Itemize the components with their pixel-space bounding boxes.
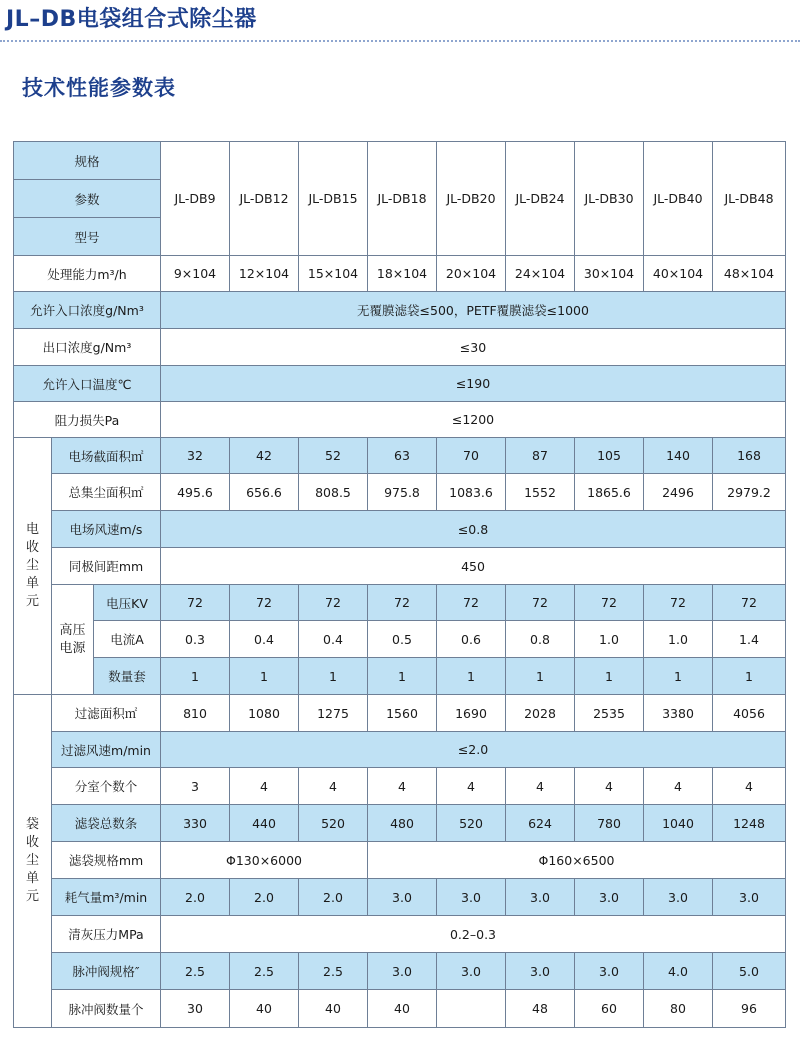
- row-label: 电场截面积㎡: [52, 438, 161, 474]
- row-label: 清灰压力MPa: [52, 916, 161, 953]
- table-cell: 1: [368, 658, 437, 695]
- table-cell: 168: [713, 438, 786, 474]
- model-header: JL-DB18: [368, 142, 437, 256]
- table-cell: 20×104: [437, 256, 506, 292]
- table-cell: 1690: [437, 695, 506, 732]
- table-cell: 1: [437, 658, 506, 695]
- table-cell: 32: [161, 438, 230, 474]
- table-cell: 4: [230, 768, 299, 805]
- table-cell: 0.3: [161, 621, 230, 658]
- table-cell: 808.5: [299, 474, 368, 511]
- table-cell: 72: [506, 585, 575, 621]
- table-cell: 4056: [713, 695, 786, 732]
- section-title: 技术性能参数表: [22, 76, 176, 100]
- model-header: JL-DB12: [230, 142, 299, 256]
- table-cell: 1040: [644, 805, 713, 842]
- row-label: 耗气量m³/min: [52, 879, 161, 916]
- row-label: 允许入口浓度g/Nm³: [14, 292, 161, 329]
- row-label: 滤袋总数条: [52, 805, 161, 842]
- table-cell: 3.0: [368, 953, 437, 990]
- table-cell: 40: [230, 990, 299, 1028]
- corner-model-label: 型号: [14, 218, 161, 256]
- table-cell: 3.0: [506, 879, 575, 916]
- table-cell: 87: [506, 438, 575, 474]
- table-cell: 1560: [368, 695, 437, 732]
- table-cell: 2496: [644, 474, 713, 511]
- table-cell: 48×104: [713, 256, 786, 292]
- table-cell: 12×104: [230, 256, 299, 292]
- table-cell: 4: [299, 768, 368, 805]
- row-label: 电场风速m/s: [52, 511, 161, 548]
- table-cell: 1: [644, 658, 713, 695]
- table-cell: 52: [299, 438, 368, 474]
- group-hv-label: [52, 585, 94, 695]
- table-cell: 330: [161, 805, 230, 842]
- table-cell: ≤190: [161, 366, 786, 402]
- row-label: 允许入口温度℃: [14, 366, 161, 402]
- table-cell: 0.6: [437, 621, 506, 658]
- table-cell: 480: [368, 805, 437, 842]
- table-cell: 无覆膜滤袋≤500，PETF覆膜滤袋≤1000: [161, 292, 786, 329]
- table-cell: 2.0: [161, 879, 230, 916]
- table-cell: 2979.2: [713, 474, 786, 511]
- table-cell: 3.0: [575, 953, 644, 990]
- row-label: 阻力损失Pa: [14, 402, 161, 438]
- table-cell: 3.0: [506, 953, 575, 990]
- corner-param-label: 参数: [14, 180, 161, 218]
- table-cell: 24×104: [506, 256, 575, 292]
- table-cell: 2.5: [299, 953, 368, 990]
- group-label-text: 电收尘单元: [25, 522, 39, 609]
- table-cell: 30×104: [575, 256, 644, 292]
- table-cell: 450: [161, 548, 786, 585]
- table-cell: 3.0: [437, 879, 506, 916]
- table-cell: 30: [161, 990, 230, 1028]
- table-cell: ≤1200: [161, 402, 786, 438]
- table-cell: 1.4: [713, 621, 786, 658]
- table-cell: ≤2.0: [161, 732, 786, 768]
- row-label: 电流A: [94, 621, 161, 658]
- table-cell: Φ160×6500: [368, 842, 786, 879]
- table-cell: 2535: [575, 695, 644, 732]
- table-cell: 4: [575, 768, 644, 805]
- model-header: JL-DB9: [161, 142, 230, 256]
- table-cell: 1.0: [644, 621, 713, 658]
- table-cell: 1: [161, 658, 230, 695]
- table-cell: 42: [230, 438, 299, 474]
- table-cell: 2.5: [161, 953, 230, 990]
- table-cell: [437, 990, 506, 1028]
- table-cell: 5.0: [713, 953, 786, 990]
- table-cell: 2028: [506, 695, 575, 732]
- table-cell: 63: [368, 438, 437, 474]
- table-cell: 1080: [230, 695, 299, 732]
- row-label: 电压KV: [94, 585, 161, 621]
- table-cell: 2.5: [230, 953, 299, 990]
- table-cell: 0.4: [230, 621, 299, 658]
- table-cell: 3.0: [437, 953, 506, 990]
- table-cell: 4: [506, 768, 575, 805]
- table-cell: 4: [437, 768, 506, 805]
- table-cell: 140: [644, 438, 713, 474]
- title-divider: [0, 40, 800, 42]
- table-cell: 72: [437, 585, 506, 621]
- row-label: 过滤面积㎡: [52, 695, 161, 732]
- table-cell: 1: [230, 658, 299, 695]
- table-cell: 1: [299, 658, 368, 695]
- table-cell: 72: [368, 585, 437, 621]
- table-cell: 3.0: [644, 879, 713, 916]
- table-cell: 105: [575, 438, 644, 474]
- table-cell: 780: [575, 805, 644, 842]
- row-label: 滤袋规格mm: [52, 842, 161, 879]
- table-cell: 72: [230, 585, 299, 621]
- table-cell: 2.0: [230, 879, 299, 916]
- table-cell: 4: [644, 768, 713, 805]
- table-cell: 0.2–0.3: [161, 916, 786, 953]
- table-cell: 40: [368, 990, 437, 1028]
- table-cell: 72: [299, 585, 368, 621]
- table-cell: 1083.6: [437, 474, 506, 511]
- table-cell: 18×104: [368, 256, 437, 292]
- table-cell: 1: [713, 658, 786, 695]
- table-cell: 60: [575, 990, 644, 1028]
- table-cell: 3.0: [575, 879, 644, 916]
- table-cell: 1: [506, 658, 575, 695]
- model-header: JL-DB48: [713, 142, 786, 256]
- table-cell: 810: [161, 695, 230, 732]
- table-cell: 4: [368, 768, 437, 805]
- group-label-text: 袋收尘单元: [25, 817, 39, 904]
- table-cell: 1552: [506, 474, 575, 511]
- model-header: JL-DB40: [644, 142, 713, 256]
- table-cell: 4.0: [644, 953, 713, 990]
- table-cell: 3.0: [368, 879, 437, 916]
- table-cell: 1.0: [575, 621, 644, 658]
- table-cell: 520: [437, 805, 506, 842]
- table-cell: 72: [161, 585, 230, 621]
- table-cell: 0.8: [506, 621, 575, 658]
- model-header: JL-DB20: [437, 142, 506, 256]
- table-cell: 70: [437, 438, 506, 474]
- row-label: 数量套: [94, 658, 161, 695]
- table-cell: 624: [506, 805, 575, 842]
- table-cell: 40: [299, 990, 368, 1028]
- table-cell: 80: [644, 990, 713, 1028]
- row-label: 处理能力m³/h: [14, 256, 161, 292]
- row-label: 过滤风速m/min: [52, 732, 161, 768]
- table-cell: 48: [506, 990, 575, 1028]
- table-cell: ≤0.8: [161, 511, 786, 548]
- group-electric-label: [14, 438, 52, 695]
- table-cell: 0.4: [299, 621, 368, 658]
- table-cell: ≤30: [161, 329, 786, 366]
- table-cell: 72: [575, 585, 644, 621]
- table-cell: 96: [713, 990, 786, 1028]
- row-label: 分室个数个: [52, 768, 161, 805]
- table-cell: 3.0: [713, 879, 786, 916]
- page-title: JL–DB电袋组合式除尘器: [6, 7, 257, 32]
- table-cell: 0.5: [368, 621, 437, 658]
- table-cell: 9×104: [161, 256, 230, 292]
- model-header: JL-DB24: [506, 142, 575, 256]
- table-cell: 495.6: [161, 474, 230, 511]
- table-cell: 1865.6: [575, 474, 644, 511]
- group-label-text: 高压电源: [59, 622, 86, 656]
- table-cell: 440: [230, 805, 299, 842]
- table-cell: 4: [713, 768, 786, 805]
- table-cell: 40×104: [644, 256, 713, 292]
- table-cell: 72: [644, 585, 713, 621]
- table-cell: Φ130×6000: [161, 842, 368, 879]
- table-cell: 15×104: [299, 256, 368, 292]
- model-header: JL-DB15: [299, 142, 368, 256]
- row-label: 总集尘面积㎡: [52, 474, 161, 511]
- table-cell: 1248: [713, 805, 786, 842]
- table-cell: 975.8: [368, 474, 437, 511]
- table-cell: 2.0: [299, 879, 368, 916]
- table-cell: 3: [161, 768, 230, 805]
- table-cell: 520: [299, 805, 368, 842]
- table-cell: 72: [713, 585, 786, 621]
- group-bag-label: [14, 695, 52, 1028]
- corner-spec-label: 规格: [14, 142, 161, 180]
- row-label: 出口浓度g/Nm³: [14, 329, 161, 366]
- row-label: 同极间距mm: [52, 548, 161, 585]
- table-cell: 1: [575, 658, 644, 695]
- table-cell: 1275: [299, 695, 368, 732]
- spec-table: [13, 141, 786, 1028]
- table-cell: 656.6: [230, 474, 299, 511]
- row-label: 脉冲阀数量个: [52, 990, 161, 1028]
- table-cell: 3380: [644, 695, 713, 732]
- model-header: JL-DB30: [575, 142, 644, 256]
- row-label: 脉冲阀规格″: [52, 953, 161, 990]
